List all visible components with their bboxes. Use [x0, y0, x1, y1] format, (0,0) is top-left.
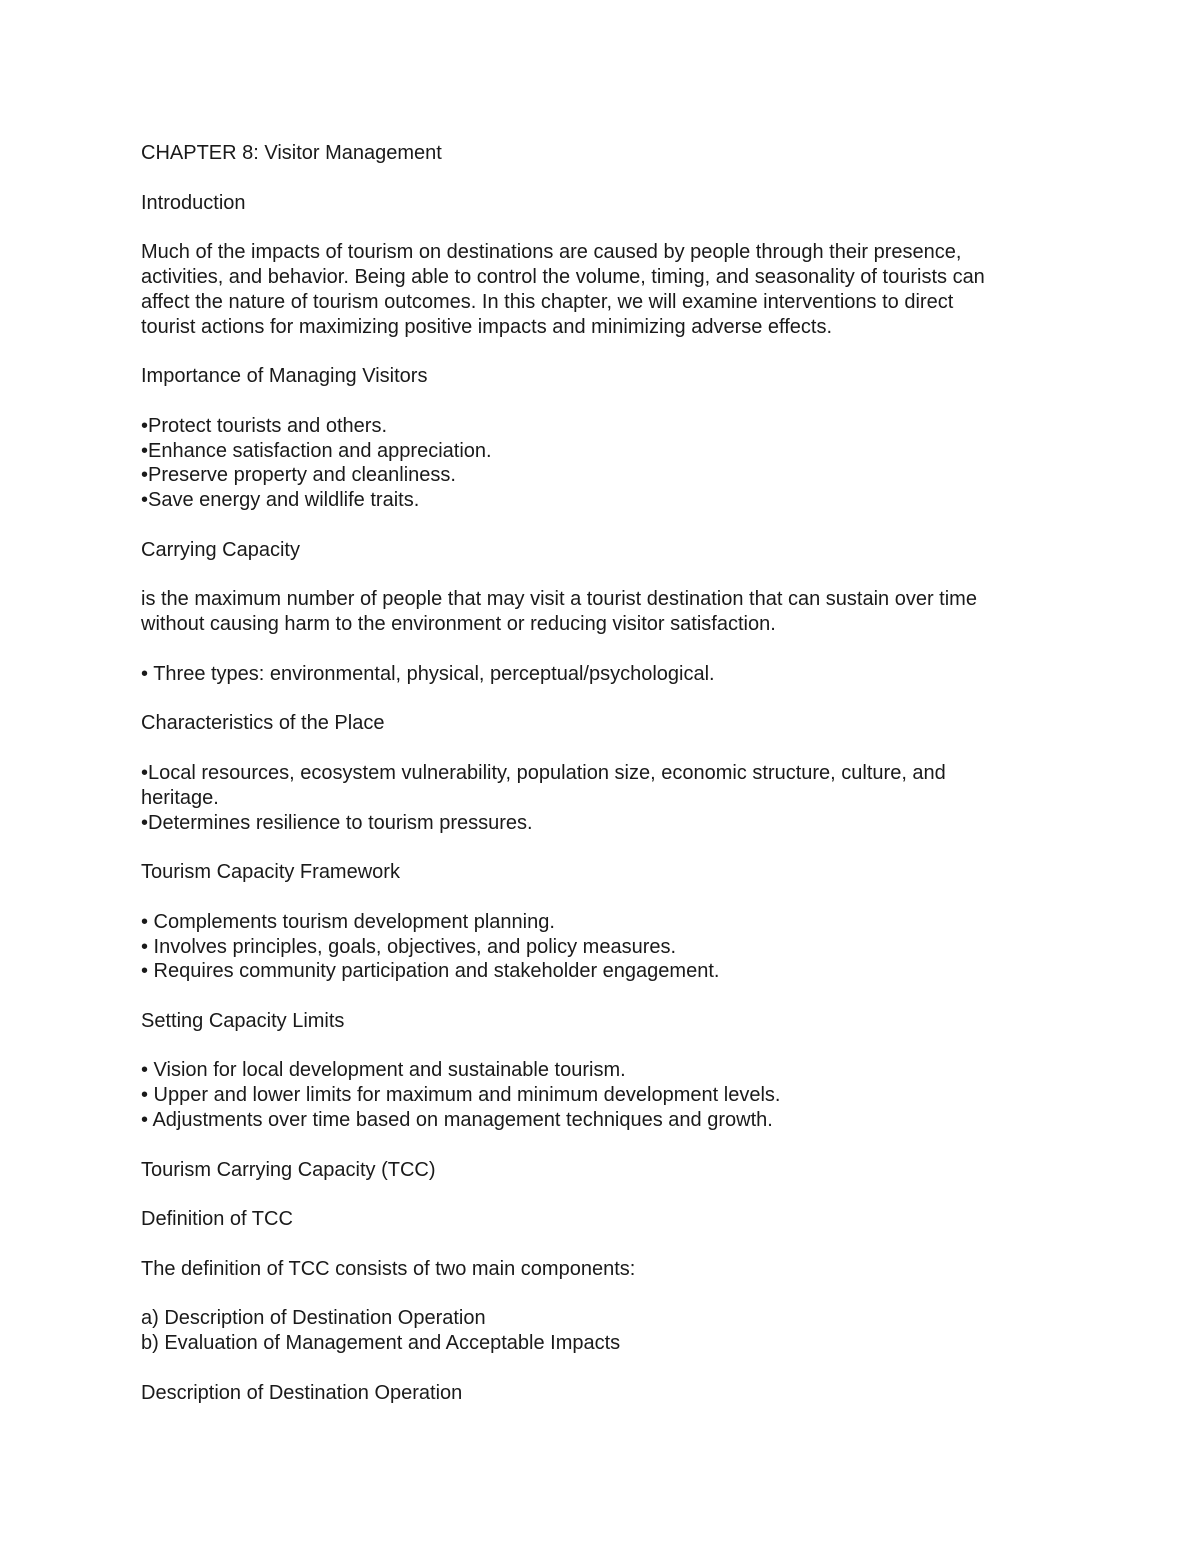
- paragraph-line: tourist actions for maximizing positive impacts and minimizing adverse effects.: [141, 315, 833, 338]
- list-item: • Upper and lower limits for maximum and minimum development levels.: [141, 1084, 781, 1107]
- document-page: [141, 141, 1061, 1406]
- list-item: •Preserve property and cleanliness.: [141, 464, 456, 487]
- list-item: a) Description of Destination Operation: [141, 1307, 486, 1330]
- spacer: [141, 984, 1061, 1009]
- paragraph-line: is the maximum number of people that may visit a tourist destination that can sustain over time: [141, 588, 977, 611]
- spacer: [141, 339, 1061, 364]
- spacer: [141, 1133, 1061, 1158]
- carrying-capacity-paragraph: [141, 587, 1061, 637]
- spacer: [141, 885, 1061, 910]
- list-item: • Vision for local development and sustainable tourism.: [141, 1059, 626, 1082]
- spacer: [141, 1182, 1061, 1207]
- spacer: [141, 563, 1061, 588]
- list-item: •Local resources, ecosystem vulnerability, population size, economic structure, culture, and: [141, 761, 946, 784]
- spacer: [141, 1232, 1061, 1257]
- importance-list: [141, 414, 1061, 513]
- spacer: [141, 687, 1061, 712]
- intro-paragraph: [141, 240, 1061, 339]
- list-item: • Involves principles, goals, objectives, and policy measures.: [141, 935, 677, 958]
- spacer: [141, 637, 1061, 662]
- spacer: [141, 513, 1061, 538]
- list-item: • Requires community participation and stakeholder engagement.: [141, 960, 720, 983]
- tcc-components-list: [141, 1306, 1061, 1356]
- place-heading: Characteristics of the Place: [141, 712, 385, 735]
- intro-heading: Introduction: [141, 191, 246, 214]
- tcc-definition-heading: Definition of TCC: [141, 1208, 293, 1231]
- limits-list: [141, 1058, 1061, 1132]
- chapter-title: CHAPTER 8: Visitor Management: [141, 142, 442, 164]
- paragraph-line: Much of the impacts of tourism on destinations are caused by people through their presence,: [141, 241, 962, 264]
- paragraph-line: activities, and behavior. Being able to control the volume, timing, and seasonality of tourists can: [141, 265, 985, 288]
- operation-heading: Description of Destination Operation: [141, 1381, 463, 1404]
- tcc-heading: Tourism Carrying Capacity (TCC): [141, 1158, 436, 1181]
- list-item: • Adjustments over time based on management techniques and growth.: [141, 1109, 773, 1132]
- limits-heading: Setting Capacity Limits: [141, 1009, 345, 1032]
- paragraph-line: without causing harm to the environment or reducing visitor satisfaction.: [141, 613, 776, 636]
- spacer: [141, 166, 1061, 191]
- paragraph-line: affect the nature of tourism outcomes. In this chapter, we will examine interventions to direct: [141, 290, 954, 313]
- list-item: •Determines resilience to tourism pressures.: [141, 811, 533, 834]
- place-list: [141, 761, 1061, 835]
- tcc-definition-text: The definition of TCC consists of two main components:: [141, 1257, 636, 1280]
- carrying-capacity-heading: Carrying Capacity: [141, 538, 300, 561]
- list-item: •Enhance satisfaction and appreciation.: [141, 439, 492, 462]
- spacer: [141, 835, 1061, 860]
- list-item: heritage.: [141, 786, 219, 809]
- spacer: [141, 1356, 1061, 1381]
- importance-heading: Importance of Managing Visitors: [141, 365, 428, 388]
- spacer: [141, 1034, 1061, 1059]
- list-item: • Complements tourism development planning.: [141, 910, 555, 933]
- spacer: [141, 215, 1061, 240]
- framework-heading: Tourism Capacity Framework: [141, 861, 400, 884]
- spacer: [141, 1282, 1061, 1307]
- list-item: b) Evaluation of Management and Acceptable Impacts: [141, 1332, 621, 1355]
- spacer: [141, 389, 1061, 414]
- carrying-capacity-types: • Three types: environmental, physical, perceptual/psychological.: [141, 662, 715, 685]
- list-item: •Save energy and wildlife traits.: [141, 489, 420, 512]
- spacer: [141, 736, 1061, 761]
- framework-list: [141, 910, 1061, 984]
- list-item: •Protect tourists and others.: [141, 414, 388, 437]
